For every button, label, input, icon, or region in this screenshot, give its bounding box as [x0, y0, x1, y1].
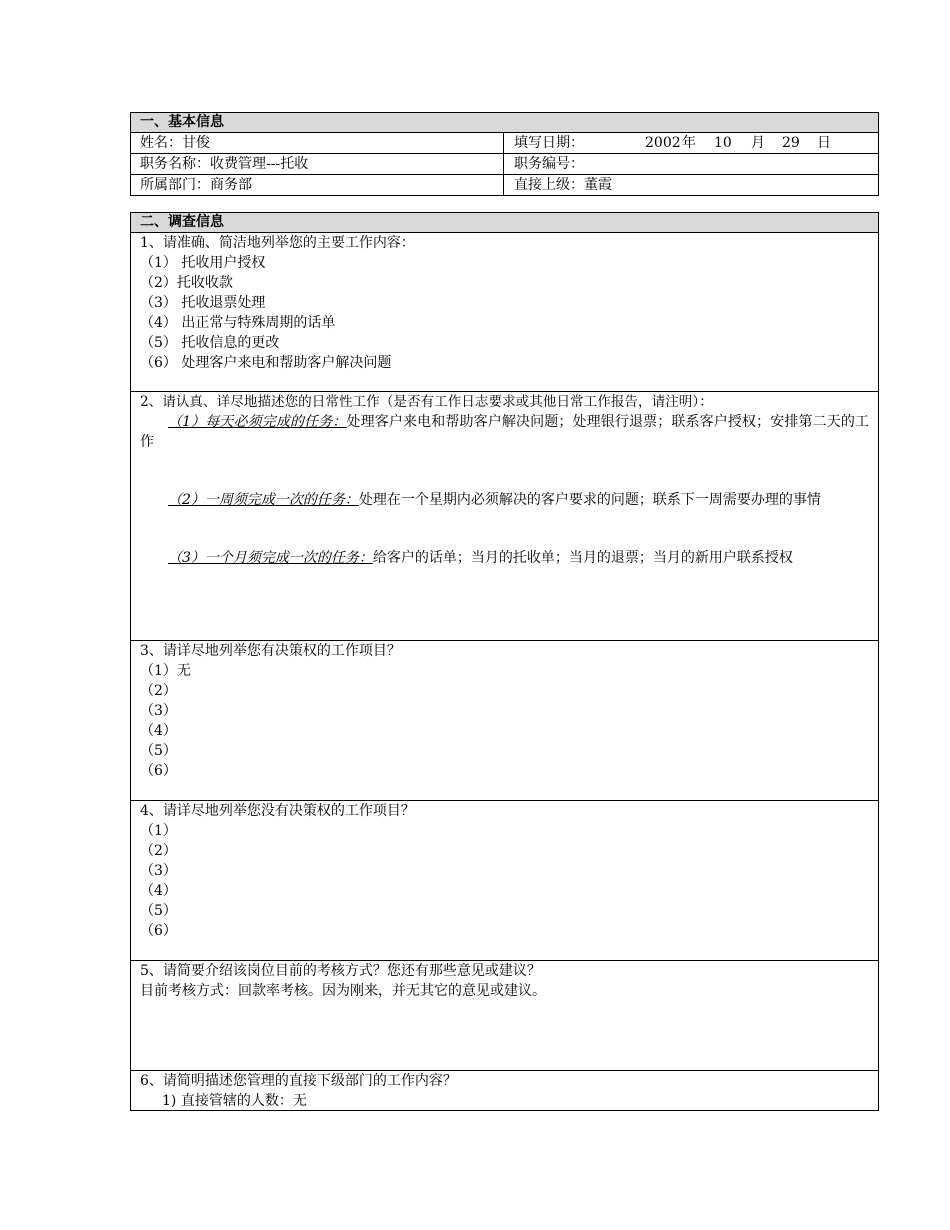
question-4-title: 4、请详尽地列举您没有决策权的工作项目？: [140, 803, 415, 819]
daily-task-paragraph: [140, 412, 869, 452]
weekly-task-label: （2）一周须完成一次的任务：: [168, 492, 359, 508]
list-item: （3）: [140, 863, 177, 879]
list-item: （5）: [140, 903, 177, 919]
list-item: （4）: [140, 723, 177, 739]
basic-info-table: [130, 112, 879, 196]
question-5-title: 5、请简要介绍该岗位目前的考核方式？您还有那些意见或建议？: [140, 963, 541, 979]
survey-info-heading: 二、调查信息: [131, 213, 878, 233]
question-1-section: [131, 233, 878, 392]
daily-task-text: 处理客户来电和帮助客户解决问题；处理银行退票；联系客户授权；安排第二天的工作: [140, 414, 869, 450]
list-item: （6）: [140, 763, 177, 779]
fill-date-field: [504, 133, 878, 153]
date-year: 2002: [645, 135, 681, 151]
supervisor-field: 直接上级：董霞: [514, 177, 612, 193]
table-row: [131, 154, 878, 175]
list-item: （2）托收收款: [140, 275, 233, 291]
date-day-unit: 日: [817, 135, 831, 151]
list-item: （6）: [140, 923, 177, 939]
question-2-section: [131, 392, 878, 641]
list-item: （1）无: [140, 663, 191, 679]
list-item: （5）: [140, 743, 177, 759]
date-day: 29: [782, 135, 800, 151]
list-item: （4）: [140, 883, 177, 899]
question-2-title: 2、请认真、详尽地描述您的日常性工作（是否有工作日志要求或其他日常工作报告，请注明）：: [140, 394, 713, 410]
list-item: （2）: [140, 683, 177, 699]
list-item: （6） 处理客户来电和帮助客户解决问题: [140, 355, 392, 371]
job-title-field: 职务名称：收费管理---托收: [131, 154, 504, 174]
table-row: [131, 133, 878, 154]
list-item: （2）: [140, 843, 177, 859]
question-1-title: 1、请准确、简洁地列举您的主要工作内容：: [140, 235, 415, 251]
list-item: （3） 托收退票处理: [140, 295, 266, 311]
question-3-section: [131, 641, 878, 801]
daily-task-label: （1）每天必须完成的任务：: [168, 414, 347, 430]
question-6-answer: 1) 直接管辖的人数：无: [162, 1093, 307, 1109]
list-item: （3）: [140, 703, 177, 719]
name-field: 姓名：甘俊: [131, 133, 504, 153]
question-3-title: 3、请详尽地列举您有决策权的工作项目？: [140, 643, 401, 659]
question-4-section: [131, 801, 878, 961]
question-5-answer: 目前考核方式：回款率考核。因为刚来，并无其它的意见或建议。: [140, 983, 546, 999]
survey-info-table: [130, 212, 879, 1111]
weekly-task-text: 处理在一个星期内必须解决的客户要求的问题；联系下一周需要办理的事情: [358, 492, 821, 508]
date-year-unit: 年: [682, 135, 696, 151]
job-number-field: 职务编号：: [514, 156, 584, 172]
list-item: （5） 托收信息的更改: [140, 335, 280, 351]
basic-info-heading: 一、基本信息: [131, 113, 878, 133]
list-item: （1）: [140, 823, 177, 839]
list-item: （1） 托收用户授权: [140, 255, 266, 271]
question-6-section: [131, 1071, 878, 1110]
table-row: [131, 175, 878, 195]
monthly-task-text: 给客户的话单；当月的托收单；当月的退票；当月的新用户联系授权: [372, 550, 793, 566]
date-month: 10: [714, 135, 732, 151]
list-item: （4） 出正常与特殊周期的话单: [140, 315, 336, 331]
date-month-unit: 月: [751, 135, 765, 151]
monthly-task-label: （3）一个月须完成一次的任务：: [168, 550, 373, 566]
fill-date-label: 填写日期：: [514, 135, 584, 151]
monthly-task-paragraph: [140, 548, 869, 568]
question-6-title: 6、请简明描述您管理的直接下级部门的工作内容？: [140, 1073, 457, 1089]
department-field: 所属部门：商务部: [131, 175, 504, 195]
question-5-section: [131, 961, 878, 1071]
weekly-task-paragraph: [140, 490, 869, 510]
